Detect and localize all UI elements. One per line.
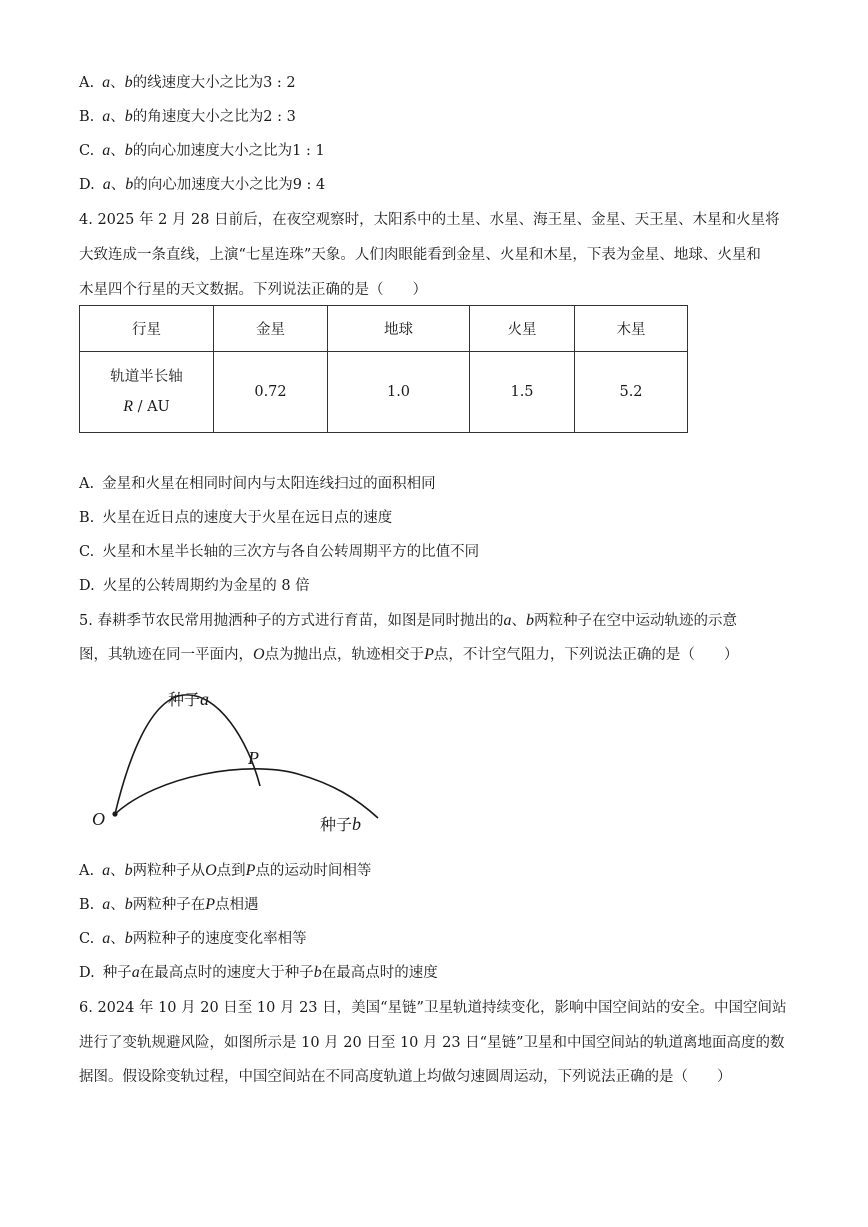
- q6-stem-line-2: 进行了变轨规避风险，如图所示是 10 月 20 日至 10 月 23 日“星链”卫星和中国空间站的轨道离地面高度的数: [79, 1035, 785, 1051]
- option-label: B.: [79, 510, 95, 526]
- option-text: 两粒种子从: [132, 863, 206, 879]
- var-P: P: [424, 646, 434, 663]
- option-text: 在最高点时的速度大于种子: [139, 965, 314, 981]
- option-text: 在最高点时的速度: [321, 965, 438, 981]
- label-seed-a: [168, 689, 209, 709]
- option-text: 的线速度大小之比为3 : 2: [132, 75, 296, 91]
- var-a: a: [102, 142, 111, 159]
- table-header-cell: 木星: [575, 306, 688, 352]
- q3-option-d: [79, 175, 325, 195]
- var-P: P: [245, 862, 256, 879]
- row-label-line-2: [80, 392, 213, 422]
- option-label: D.: [79, 177, 95, 193]
- table-cell: 5.2: [575, 352, 688, 433]
- table-cell: 1.5: [470, 352, 575, 433]
- var-a: a: [102, 862, 111, 879]
- table-row-label: [80, 352, 214, 433]
- option-label: C.: [79, 931, 95, 947]
- option-text: 点到: [216, 863, 246, 879]
- option-label: C.: [79, 143, 95, 159]
- q5-option-a: [79, 861, 371, 881]
- var-b: b: [125, 176, 134, 193]
- label-seed-b-text: 种子: [320, 815, 353, 834]
- q3-option-c: [79, 141, 325, 161]
- option-text: 火星和木星半长轴的三次方与各自公转周期平方的比值不同: [102, 544, 480, 560]
- separator: 、: [110, 177, 126, 193]
- option-text: 的向心加速度大小之比为1 : 1: [132, 143, 325, 159]
- var-a: a: [503, 612, 512, 629]
- var-a: a: [102, 896, 111, 913]
- q5-option-d: [79, 963, 438, 983]
- table-row: [80, 352, 688, 433]
- table-cell: 1.0: [328, 352, 470, 433]
- var-P: P: [205, 896, 216, 913]
- separator: 、: [110, 143, 125, 159]
- q4-stem-line-1: 4. 2025 年 2 月 28 日前后，在夜空观察时，太阳系中的土星、水星、海王星、金星、天王星、木星和火星将: [79, 212, 780, 228]
- q5-option-b: [79, 895, 259, 915]
- separator: 、: [110, 863, 125, 879]
- var-b: b: [124, 74, 133, 91]
- label-seed-b-var: b: [352, 814, 362, 834]
- q4-stem-line-3: 木星四个行星的天文数据。下列说法正确的是（ ）: [79, 282, 427, 298]
- row-label-line-1: 轨道半长轴: [110, 369, 183, 385]
- var-a: a: [102, 108, 111, 125]
- option-label: D.: [79, 965, 95, 981]
- var-a: a: [102, 74, 111, 91]
- q6-stem-line-3: 据图。假设除变轨过程，中国空间站在不同高度轨道上均做匀速圆周运动，下列说法正确的是（ ）: [79, 1069, 732, 1085]
- option-text: 两粒种子在: [132, 897, 206, 913]
- option-text: 种子: [102, 965, 132, 981]
- q4-option-d: [79, 576, 310, 596]
- table-cell: 0.72: [214, 352, 328, 433]
- q6-stem-line-1: 6. 2024 年 10 月 20 日至 10 月 23 日，美国“星链”卫星轨道持续变化，影响中国空间站的安全。中国空间站: [79, 1000, 787, 1016]
- var-b: b: [525, 612, 534, 629]
- option-label: A.: [79, 863, 95, 879]
- var-b: b: [124, 930, 133, 947]
- seed-trajectory-figure: [88, 680, 388, 840]
- option-text: 火星的公转周期约为金星的 8 倍: [102, 578, 310, 594]
- unit: / AU: [132, 399, 170, 415]
- var-b: b: [124, 896, 133, 913]
- option-label: C.: [79, 544, 95, 560]
- q3-option-a: [79, 73, 296, 93]
- stem-text: 两粒种子在空中运动轨迹的示意: [533, 613, 737, 629]
- q5-option-c: [79, 929, 307, 949]
- trajectory-seed-b: [115, 769, 378, 818]
- option-text: 火星在近日点的速度大于火星在远日点的速度: [102, 510, 393, 526]
- stem-text: 点，不计空气阻力，下列说法正确的是（ ）: [433, 647, 739, 663]
- stem-text: 5. 春耕季节农民常用抛洒种子的方式进行育苗，如图是同时抛出的: [79, 613, 504, 629]
- separator: 、: [110, 109, 125, 125]
- separator: 、: [110, 897, 125, 913]
- var-a: a: [102, 930, 111, 947]
- option-label: B.: [79, 109, 95, 125]
- separator: 、: [110, 931, 125, 947]
- q4-option-b: [79, 508, 392, 528]
- var-b: b: [124, 108, 133, 125]
- var-b: b: [313, 964, 322, 981]
- table-header-cell: 行星: [80, 306, 214, 352]
- option-label: B.: [79, 897, 95, 913]
- option-label: A.: [79, 476, 95, 492]
- q4-stem-line-2: 大致连成一条直线，上演“七星连珠”天象。人们肉眼能看到金星、火星和木星，下表为金星、地球、火星和: [79, 247, 761, 263]
- stem-text: 图，其轨迹在同一平面内，: [79, 647, 253, 663]
- table-header-cell: 金星: [214, 306, 328, 352]
- var-b: b: [124, 862, 133, 879]
- var-b: b: [124, 142, 133, 159]
- option-text: 的向心加速度大小之比为9 : 4: [133, 177, 326, 193]
- option-text: 点的运动时间相等: [255, 863, 372, 879]
- var-R: R: [123, 398, 133, 415]
- label-seed-b: [320, 814, 361, 834]
- q4-option-a: [79, 474, 436, 494]
- separator: 、: [511, 613, 526, 629]
- q4-option-c: [79, 542, 479, 562]
- trajectory-seed-a: [115, 695, 260, 814]
- option-text: 的角速度大小之比为2 : 3: [132, 109, 296, 125]
- option-text: 金星和火星在相同时间内与太阳连线扫过的面积相同: [102, 476, 436, 492]
- planet-data-table: [79, 305, 688, 433]
- option-label: D.: [79, 578, 95, 594]
- option-text: 两粒种子的速度变化率相等: [132, 931, 307, 947]
- launch-point-dot: [112, 811, 117, 816]
- option-text: 点相遇: [215, 897, 259, 913]
- label-O: O: [92, 809, 105, 829]
- table-header-cell: 地球: [328, 306, 470, 352]
- q5-stem-line-2: [79, 645, 738, 665]
- var-a: a: [102, 176, 111, 193]
- var-O: O: [205, 862, 217, 879]
- label-seed-a-var: a: [200, 689, 210, 709]
- label-P: P: [248, 748, 259, 768]
- table-header-cell: 火星: [470, 306, 575, 352]
- label-seed-a-text: 种子: [168, 690, 201, 709]
- option-label: A.: [79, 75, 95, 91]
- var-a: a: [131, 964, 140, 981]
- table-header-row: [80, 306, 688, 352]
- q3-option-b: [79, 107, 296, 127]
- separator: 、: [110, 75, 125, 91]
- var-O: O: [253, 646, 265, 663]
- q5-stem-line-1: [79, 611, 737, 631]
- stem-text: 点为抛出点，轨迹相交于: [264, 647, 425, 663]
